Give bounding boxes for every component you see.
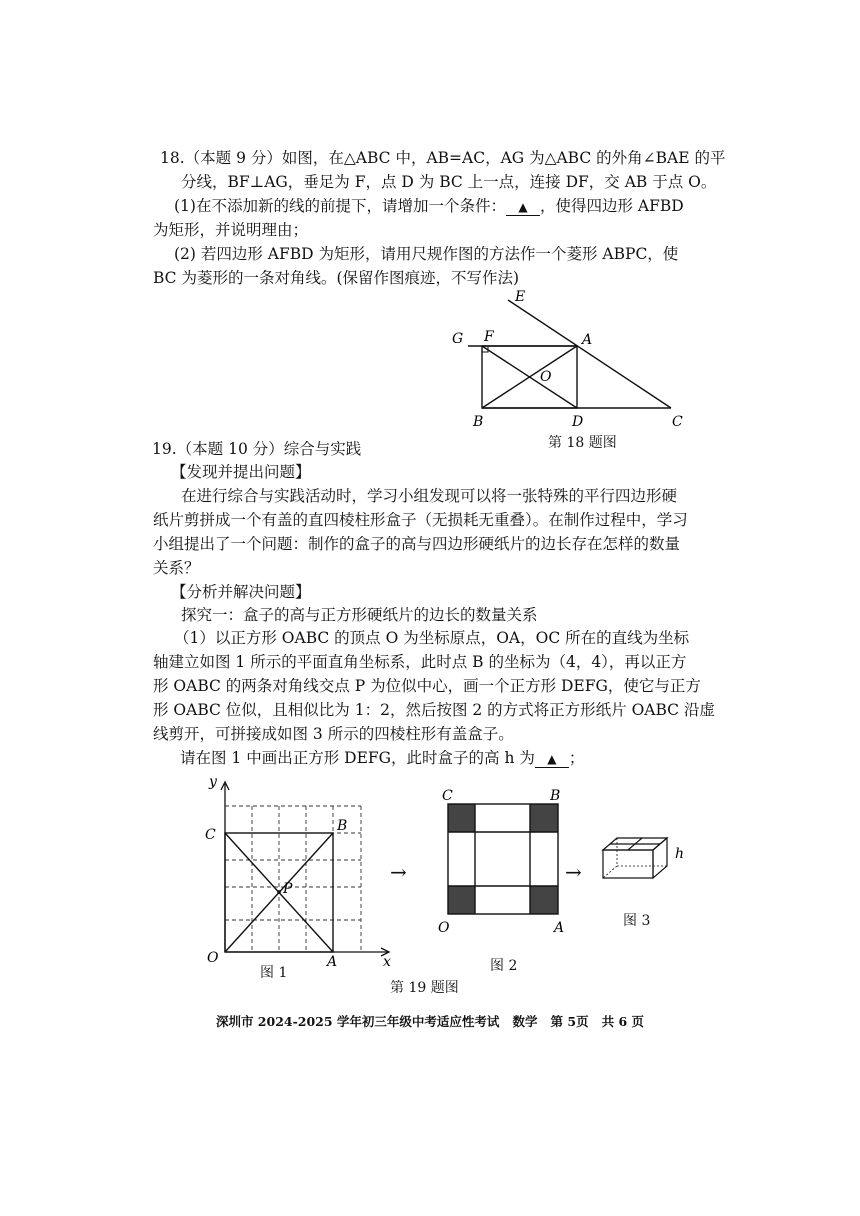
label-F: F [484, 329, 494, 345]
label-O: O [438, 920, 450, 936]
point-P [277, 890, 281, 894]
q19-p1-line-1: 在进行综合与实践活动时，学习小组发现可以将一张特殊的平行四边形硬 [181, 487, 678, 505]
label-x: x [383, 954, 391, 970]
q19-p2-line-5: 线剪开，可拼接成如图 3 所示的四棱柱形有盖盒子。 [153, 725, 514, 743]
q18-figure [440, 285, 700, 435]
q19-p1-line-2: 纸片剪拼成一个有盖的直四棱柱形盒子（无损耗无重叠）。在制作过程中，学习 [153, 511, 688, 529]
shaded-corners [448, 804, 558, 914]
q19-figure-caption: 第 19 题图 [390, 980, 459, 996]
q19-figure-3 [595, 828, 695, 898]
q18-line-6: BC 为菱形的一条对角线。(保留作图痕迹，不写作法) [153, 269, 520, 287]
q18-answer-blank [506, 198, 540, 216]
q18-line-4: 为矩形，并说明理由； [153, 221, 309, 239]
q19-figure-1 [195, 770, 400, 970]
label-O: O [207, 950, 219, 966]
q18-line-5: (2) 若四边形 AFBD 为矩形，请用尺规作图的方法作一个菱形 ABPC，使 [174, 245, 679, 263]
q19-height-tail: ； [568, 749, 585, 767]
q19-p2-line-2: 轴建立如图 1 所示的平面直角坐标系，此时点 B 的坐标为（4，4），再以正方 [153, 653, 687, 671]
q19-p1-line-4: 关系？ [153, 559, 200, 577]
q19-figure-2-caption: 图 2 [490, 958, 518, 974]
arrow-right-icon: → [390, 860, 407, 884]
q19-section-discover: 【发现并提出问题】 [171, 463, 311, 481]
q19-figure-3-caption: 图 3 [623, 913, 651, 929]
q18-line-1: 18.（本题 9 分）如图，在△ABC 中，AB=AC，AG 为△ABC 的外角∠BAE 的平 [160, 149, 726, 167]
label-B: B [337, 818, 348, 834]
label-y: y [209, 774, 217, 790]
q19-p2-line-1: （1）以正方形 OABC 的顶点 O 为坐标原点，OA，OC 所在的直线为坐标 [174, 629, 690, 647]
q18-condition-prompt: (1)在不添加新的线的前提下，请增加一个条件： [174, 197, 506, 215]
q18-figure-caption: 第 18 题图 [548, 435, 617, 451]
line-EC [508, 300, 671, 408]
q18-line-2: 分线，BF⊥AG，垂足为 F，点 D 为 BC 上一点，连接 DF，交 AB 于点 O。 [181, 173, 717, 191]
q19-figure-1-caption: 图 1 [260, 965, 288, 981]
label-B: B [550, 788, 561, 804]
label-O: O [540, 369, 552, 385]
q19-section-analyze: 【分析并解决问题】 [171, 583, 311, 601]
page-footer: 深圳市 2024-2025 学年初三年级中考适应性考试 数学 第 5页 共 6 页 [215, 1014, 645, 1029]
arrow-right-icon: → [565, 860, 582, 884]
label-A: A [582, 332, 593, 348]
triangle-mark: ▲ [547, 752, 557, 766]
q19-p1-line-3: 小组提出了一个问题：制作的盒子的高与四边形硬纸片的边长存在怎样的数量 [153, 535, 681, 553]
q19-p2-line-4: 形 OABC 位似，且相似比为 1：2，然后按图 2 的方式将正方形纸片 OABC 沿虚 [153, 701, 715, 719]
q18-condition-tail: ，使得四边形 AFBD [539, 197, 684, 215]
q19-figure-2 [430, 780, 575, 940]
q19-p3-line [180, 747, 584, 769]
label-h: h [675, 846, 685, 862]
q19-explore-1: 探究一：盒子的高与正方形硬纸片的边长的数量关系 [181, 606, 538, 624]
label-C: C [672, 414, 683, 430]
q19-height-prompt: 请在图 1 中画出正方形 DEFG，此时盒子的高 h 为 [180, 749, 535, 767]
label-E: E [515, 289, 526, 305]
box-front-face [603, 850, 653, 878]
q19-answer-blank [535, 750, 569, 768]
label-C: C [442, 788, 453, 804]
label-G: G [452, 331, 464, 347]
q19-header: 19.（本题 10 分）综合与实践 [152, 440, 362, 458]
triangle-mark: ▲ [518, 200, 528, 214]
label-B: B [473, 414, 484, 430]
label-D: D [572, 414, 584, 430]
q18-line-3 [174, 195, 684, 217]
label-C: C [205, 827, 216, 843]
label-A: A [327, 954, 338, 970]
label-P: P [283, 881, 293, 897]
label-A: A [554, 920, 565, 936]
q19-p2-line-3: 形 OABC 的两条对角线交点 P 为位似中心，画一个正方形 DEFG，使它与正方 [153, 677, 701, 695]
